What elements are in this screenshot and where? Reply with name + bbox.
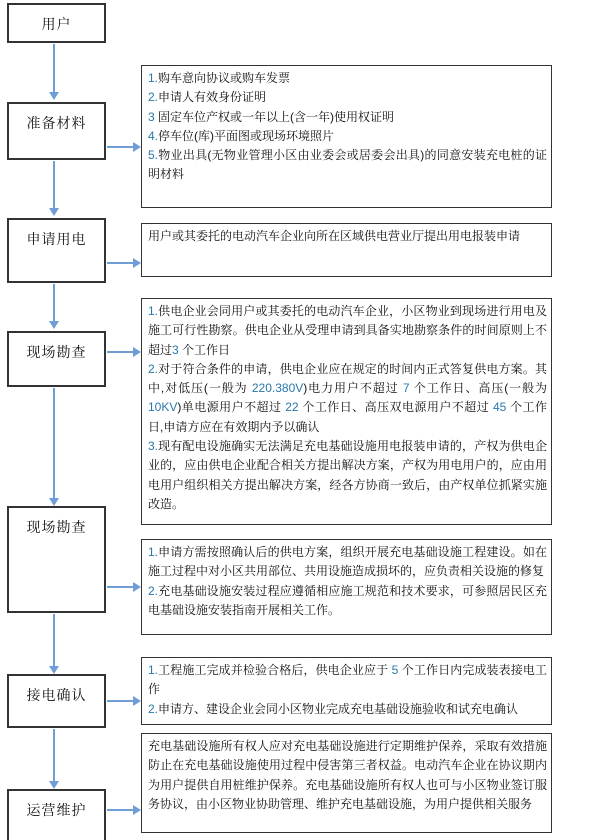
detail-power-connection [141,657,552,725]
detail-site-survey [141,298,552,525]
detail-paragraph: 3 固定车位产权或一年以上(含一年)使用权证明 [148,109,395,124]
detail-paragraph: 1.工程施工完成并检验合格后，供电企业应于 5 个工作日内完成装表接电工作 [148,663,547,697]
detail-paragraph: 3.现有配电设施确实无法满足充电基础设施用电报装申请的，产权为供电企业的，应由供电企业配合相关方提出解决方案，产权为用电用户的，应由用电用户组织相关方提出解决方案，经各方协商一致后，由产权单位抓紧实施改造。 [148,439,547,511]
detail-paragraph: 2.申请方、建设企业会同小区物业完成充电基础设施验收和试充电确认 [148,701,519,716]
detail-paragraph: 2.对于符合条件的申请，供电企业应在规定的时间内正式答复供电方案。其中,对低压(一般为 220.380V)电力用户不超过 7 个工作日、高压(一般为 10KV)单电源用户不超过 22 个工作日、高压双电源用户不超过 45 个工作日,申请方应在有效期内予以确认 [148,361,547,434]
detail-paragraph: 5.物业出具(无物业管理小区由业委会或居委会出具)的同意安装充电桩的证明材料 [148,148,547,182]
arrow-down-icon [53,614,55,666]
detail-apply-power [141,223,552,277]
node-apply-power-label: 申请用电 [26,231,87,247]
arrow-right-icon [107,351,133,353]
node-site-survey-1 [7,331,106,387]
detail-paragraph: 4.停车位(库)平面图或现场环境照片 [148,128,335,143]
detail-paragraph: 2.申请人有效身份证明 [148,90,267,105]
detail-paragraph: 2.充电基础设施安装过程应遵循相应施工规范和技术要求，可参照居民区充电基础设施安装指南开展相关工作。 [148,583,547,617]
arrow-down-icon [53,161,55,208]
node-user [7,3,106,43]
node-site-survey-1-label: 现场勘查 [26,344,87,360]
detail-paragraph: 充电基础设施所有权人应对充电基础设施进行定期维护保养，采取有效措施防止在充电基础设施使用过程中侵害第三者权益。电动汽车企业在协议期内为用户提供自用桩维护保养。充电基础设施所有权人也可与小区物业签订服务协议，由小区物业协助管理、维护充电基础设施，为用户提供相关服务 [148,739,547,811]
arrow-right-icon [107,146,133,148]
detail-construction [141,539,552,635]
node-site-survey-2 [7,506,106,613]
node-site-survey-2-label: 现场勘查 [26,519,87,535]
detail-paragraph: 1.申请方需按照确认后的供电方案，组织开展充电基础设施工程建设。如在施工过程中对小区共用部位、共用设施造成损坏的，应负责相关设施的修复 [148,545,547,579]
arrow-down-icon [53,729,55,781]
arrow-right-icon [107,586,133,588]
arrow-down-icon [53,284,55,321]
detail-operation-maintenance [141,733,552,833]
detail-prepare-materials [141,65,552,208]
node-prepare-materials-label: 准备材料 [26,115,87,131]
arrow-right-icon [107,700,133,702]
arrow-down-icon [53,44,55,92]
arrow-right-icon [107,809,133,811]
detail-paragraph: 用户或其委托的电动汽车企业向所在区域供电营业厅提出用电报装申请 [148,229,521,243]
node-connection-confirm-label: 接电确认 [26,687,87,703]
detail-paragraph: 1.购车意向协议或购车发票 [148,71,291,85]
arrow-right-icon [107,262,133,264]
node-operation-maintenance-label: 运营维护 [26,802,87,818]
detail-paragraph: 1.供电企业会同用户或其委托的电动汽车企业，小区物业到现场进行用电及施工可行性勘察。供电企业从受理申请到具备实地勘察条件的时间原则上不超过3 个工作日 [148,304,547,357]
node-connection-confirm [7,674,106,728]
node-prepare-materials [7,102,106,160]
node-user-label: 用户 [41,16,72,32]
arrow-down-icon [53,388,55,498]
node-apply-power [7,218,106,283]
node-operation-maintenance [7,789,106,840]
